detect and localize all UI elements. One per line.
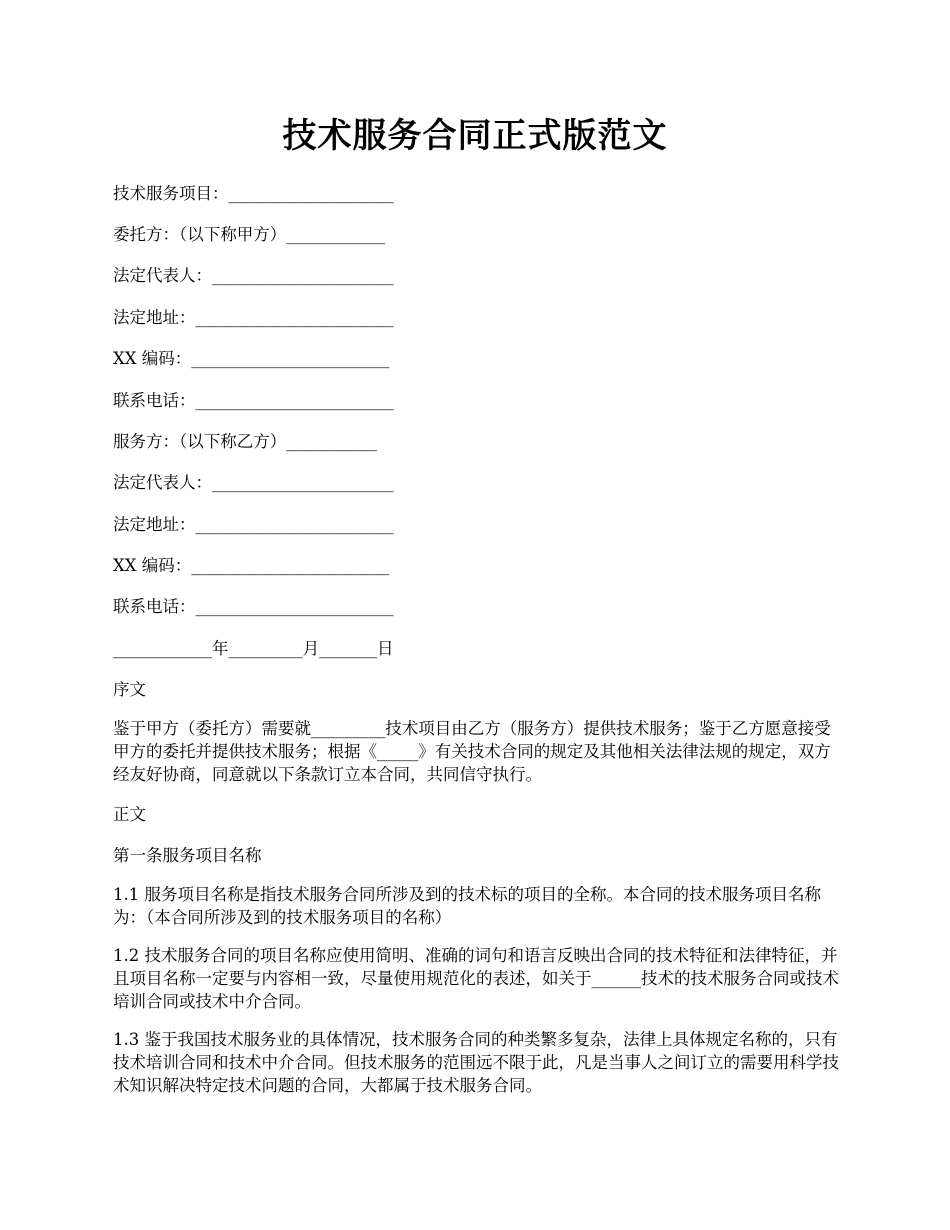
blank-line: ___________ (286, 432, 377, 451)
blank-line: ________________________ (191, 349, 390, 368)
field-service-project: 技术服务项目：____________________ (113, 184, 394, 203)
body-heading: 正文 (113, 805, 146, 824)
field-party-a-address: 法定地址：________________________ (113, 308, 394, 327)
preface-paragraph: 鉴于甲方（委托方）需要就_________技术项目由乙方（服务方）提供技术服务；鉴于乙方愿意接受甲方的委托并提供技术服务；根据《_____》有关技术合同的规定及其他相关法律法规的规定，双方经友好协商，同意就以下条款订立本合同，共同信守执行。 (113, 719, 831, 784)
blank-line: ________________________ (195, 391, 394, 410)
blank-line: ______________________ (212, 473, 394, 492)
blank-line: ____________________ (228, 184, 394, 203)
field-party-a-code: XX 编码：________________________ (113, 349, 390, 368)
clause-1-1: 1.1 服务项目名称是指技术服务合同所涉及到的技术标的项目的全称。本合同的技术服务项目名称为：（本合同所涉及到的技术服务项目的名称） (113, 885, 821, 927)
field-party-a-phone: 联系电话：________________________ (113, 391, 394, 410)
document-title: 技术服务合同正式版范文 (282, 116, 668, 156)
field-party-a-legal-rep: 法定代表人：______________________ (113, 266, 394, 285)
clause-1-2: 1.2 技术服务合同的项目名称应使用简明、准确的词句和语言反映出合同的技术特征和法律特征，并且项目名称一定要与内容相一致，尽量使用规范化的表述，如关于______技术的技术服务合同或技术培训合同或技术中介合同。 (113, 946, 839, 1011)
field-party-b: 服务方：（以下称乙方）___________ (113, 432, 377, 451)
clause-1-3: 1.3 鉴于我国技术服务业的具体情况，技术服务合同的种类繁多复杂，法律上具体规定名称的，只有技术培训合同和技术中介合同。但技术服务的范围远不限于此，凡是当事人之间订立的需要用科学技术知识解决特定技术问题的合同，大都属于技术服务合同。 (113, 1030, 839, 1095)
field-party-a: 委托方：（以下称甲方）____________ (113, 225, 386, 244)
preface-heading: 序文 (113, 680, 146, 699)
blank-line: ______________________ (212, 266, 394, 285)
blank-line: ________________________ (191, 556, 390, 575)
date-line: ____________年_________月_______日 (113, 639, 394, 658)
article-1-heading: 第一条服务项目名称 (113, 846, 262, 865)
blank-line: ________________________ (195, 308, 394, 327)
field-party-b-address: 法定地址：________________________ (113, 515, 394, 534)
field-party-b-phone: 联系电话：________________________ (113, 597, 394, 616)
blank-line: ________________________ (195, 515, 394, 534)
field-party-b-legal-rep: 法定代表人：______________________ (113, 473, 394, 492)
field-party-b-code: XX 编码：________________________ (113, 556, 390, 575)
blank-line: ____________ (286, 225, 386, 244)
blank-line: ________________________ (195, 597, 394, 616)
